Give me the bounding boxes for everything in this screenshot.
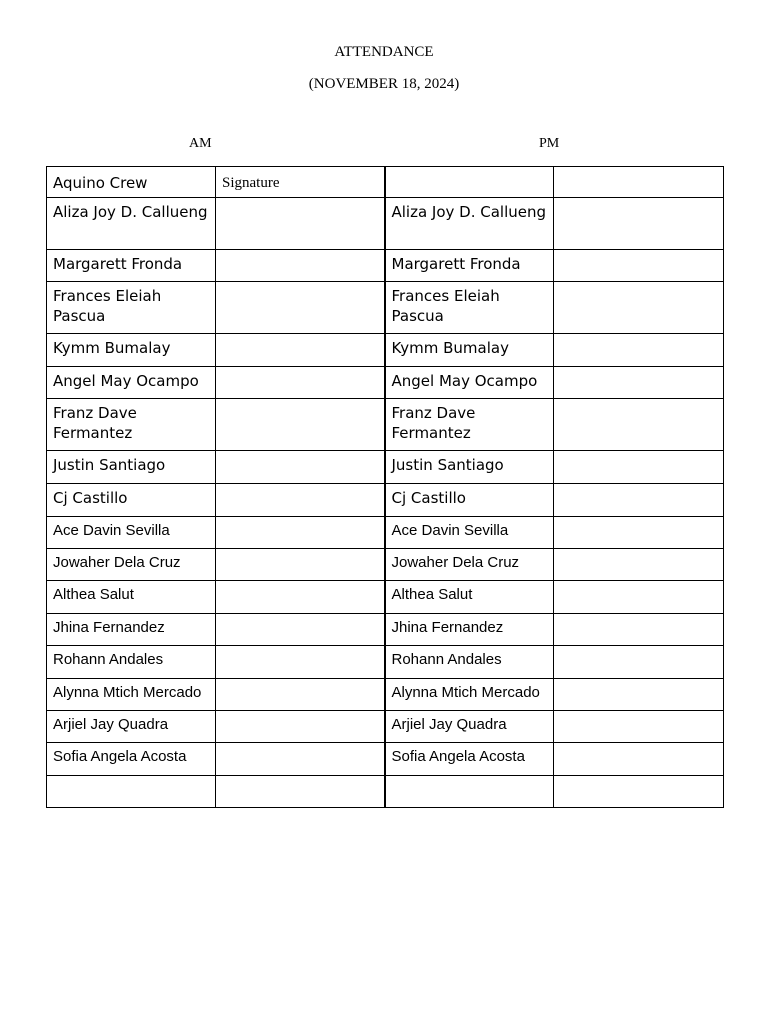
am-signature-cell[interactable] xyxy=(216,250,385,282)
am-signature-cell[interactable] xyxy=(216,646,385,679)
pm-signature-cell[interactable] xyxy=(554,451,724,484)
table-row xyxy=(47,711,724,743)
pm-crew-name: Alynna Mtich Mercado xyxy=(385,679,554,711)
pm-crew-name: Justin Santiago xyxy=(385,451,554,484)
pm-signature-cell[interactable] xyxy=(554,679,724,711)
pm-crew-name xyxy=(385,776,554,808)
table-row xyxy=(47,646,724,679)
table-row xyxy=(47,399,724,451)
table-row xyxy=(47,451,724,484)
pm-crew-name: Cj Castillo xyxy=(385,484,554,517)
am-crew-name: Arjiel Jay Quadra xyxy=(47,711,216,743)
pm-crew-name: Sofia Angela Acosta xyxy=(385,743,554,776)
pm-crew-name: Rohann Andales xyxy=(385,646,554,679)
am-crew-name: Cj Castillo xyxy=(47,484,216,517)
am-crew-name: Sofia Angela Acosta xyxy=(47,743,216,776)
pm-crew-name: Franz Dave Fermantez xyxy=(385,399,554,451)
am-crew-name: Justin Santiago xyxy=(47,451,216,484)
attendance-table xyxy=(46,166,724,808)
am-signature-cell[interactable] xyxy=(216,282,385,334)
am-signature-cell[interactable] xyxy=(216,451,385,484)
am-crew-name: Angel May Ocampo xyxy=(47,367,216,399)
table-row xyxy=(47,484,724,517)
table-row xyxy=(47,679,724,711)
pm-crew-name: Ace Davin Sevilla xyxy=(385,517,554,549)
am-crew-name: Rohann Andales xyxy=(47,646,216,679)
pm-signature-cell[interactable] xyxy=(554,581,724,614)
table-row xyxy=(47,743,724,776)
table-header-row xyxy=(47,167,724,198)
document-date: (NOVEMBER 18, 2024) xyxy=(308,76,460,92)
pm-crew-name: Frances Eleiah Pascua xyxy=(385,282,554,334)
pm-signature-cell[interactable] xyxy=(554,614,724,646)
table-row xyxy=(47,334,724,367)
am-session-label: AM xyxy=(189,136,212,151)
attendance-table-body xyxy=(47,167,724,808)
pm-signature-cell[interactable] xyxy=(554,776,724,808)
am-crew-name xyxy=(47,776,216,808)
pm-signature-cell[interactable] xyxy=(554,399,724,451)
table-row xyxy=(47,198,724,250)
am-signature-cell[interactable] xyxy=(216,367,385,399)
am-crew-name: Frances Eleiah Pascua xyxy=(47,282,216,334)
pm-crew-name: Jowaher Dela Cruz xyxy=(385,549,554,581)
am-crew-name: Margarett Fronda xyxy=(47,250,216,282)
pm-crew-name: Aliza Joy D. Callueng xyxy=(385,198,554,250)
am-crew-name: Alynna Mtich Mercado xyxy=(47,679,216,711)
pm-crew-name: Arjiel Jay Quadra xyxy=(385,711,554,743)
pm-crew-header xyxy=(385,167,554,198)
pm-crew-name: Jhina Fernandez xyxy=(385,614,554,646)
am-crew-name: Kymm Bumalay xyxy=(47,334,216,367)
table-row xyxy=(47,614,724,646)
table-row xyxy=(47,517,724,549)
pm-crew-name: Althea Salut xyxy=(385,581,554,614)
am-signature-cell[interactable] xyxy=(216,517,385,549)
pm-signature-cell[interactable] xyxy=(554,517,724,549)
am-signature-cell[interactable] xyxy=(216,679,385,711)
pm-crew-name: Angel May Ocampo xyxy=(385,367,554,399)
table-row xyxy=(47,282,724,334)
pm-signature-cell[interactable] xyxy=(554,334,724,367)
am-crew-name: Jhina Fernandez xyxy=(47,614,216,646)
am-signature-header: Signature xyxy=(216,167,385,198)
am-crew-name: Aliza Joy D. Callueng xyxy=(47,198,216,250)
pm-signature-header xyxy=(554,167,724,198)
am-signature-cell[interactable] xyxy=(216,549,385,581)
pm-signature-cell[interactable] xyxy=(554,743,724,776)
am-signature-cell[interactable] xyxy=(216,743,385,776)
pm-signature-cell[interactable] xyxy=(554,646,724,679)
am-crew-name: Althea Salut xyxy=(47,581,216,614)
am-crew-name: Ace Davin Sevilla xyxy=(47,517,216,549)
pm-signature-cell[interactable] xyxy=(554,549,724,581)
pm-signature-cell[interactable] xyxy=(554,282,724,334)
am-signature-cell[interactable] xyxy=(216,484,385,517)
am-signature-cell[interactable] xyxy=(216,581,385,614)
table-row xyxy=(47,250,724,282)
pm-signature-cell[interactable] xyxy=(554,198,724,250)
am-signature-cell[interactable] xyxy=(216,334,385,367)
am-crew-name: Jowaher Dela Cruz xyxy=(47,549,216,581)
am-signature-cell[interactable] xyxy=(216,776,385,808)
pm-signature-cell[interactable] xyxy=(554,367,724,399)
pm-signature-cell[interactable] xyxy=(554,250,724,282)
table-row xyxy=(47,367,724,399)
table-row xyxy=(47,776,724,808)
am-crew-name: Franz Dave Fermantez xyxy=(47,399,216,451)
pm-crew-name: Kymm Bumalay xyxy=(385,334,554,367)
document-title: ATTENDANCE xyxy=(334,44,434,60)
am-signature-cell[interactable] xyxy=(216,711,385,743)
am-signature-cell[interactable] xyxy=(216,614,385,646)
am-signature-cell[interactable] xyxy=(216,198,385,250)
am-crew-header: Aquino Crew xyxy=(47,167,216,198)
pm-signature-cell[interactable] xyxy=(554,711,724,743)
am-signature-cell[interactable] xyxy=(216,399,385,451)
table-row xyxy=(47,581,724,614)
table-row xyxy=(47,549,724,581)
pm-crew-name: Margarett Fronda xyxy=(385,250,554,282)
pm-session-label: PM xyxy=(539,136,560,151)
pm-signature-cell[interactable] xyxy=(554,484,724,517)
